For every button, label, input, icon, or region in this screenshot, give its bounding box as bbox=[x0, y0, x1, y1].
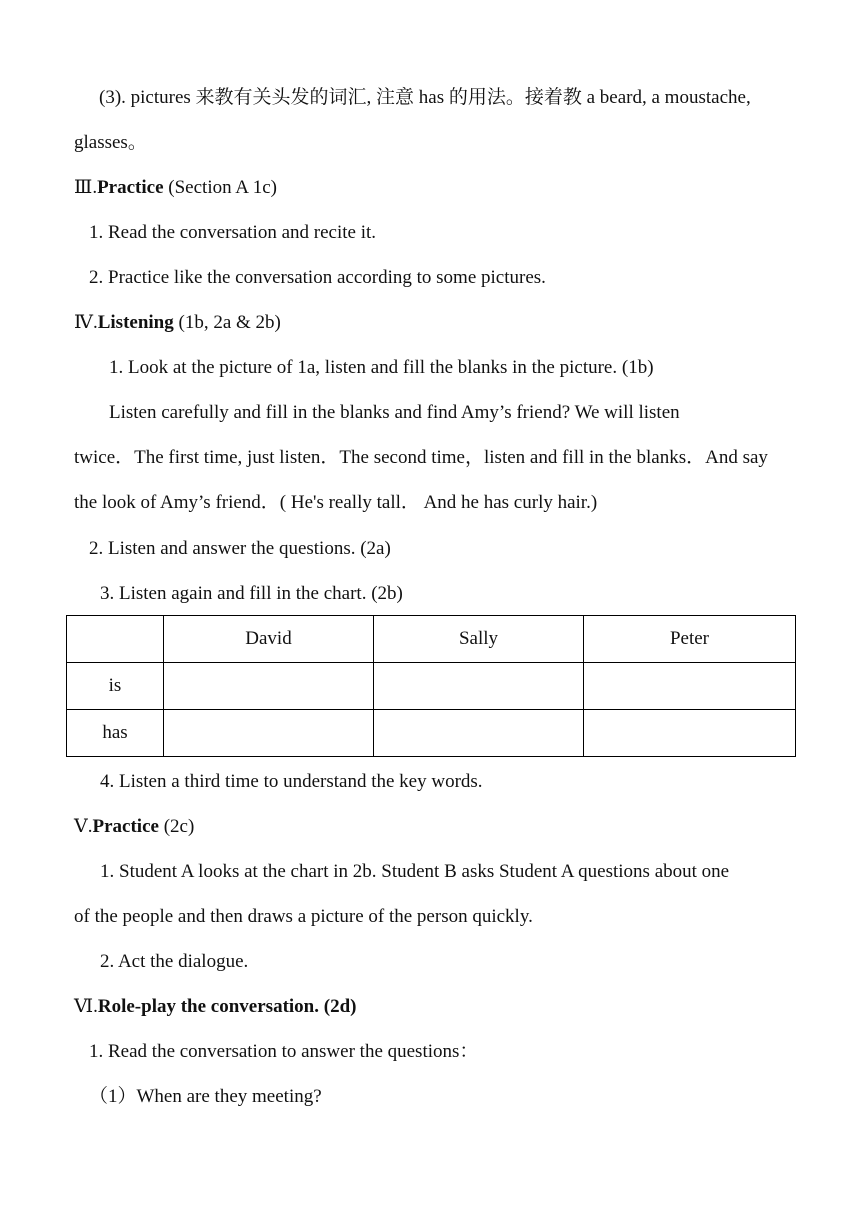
section-subtitle: (2c) bbox=[158, 816, 195, 837]
listening-item-1: 1. Look at the picture of 1a, listen and fill the blanks in the picture. (1b) bbox=[109, 357, 654, 378]
table-header-cell bbox=[67, 616, 164, 663]
practice2-item-2: 2. Act the dialogue. bbox=[100, 951, 249, 972]
listening-item-2: 2. Listen and answer the questions. (2a) bbox=[89, 538, 391, 559]
table-row bbox=[67, 710, 796, 757]
line-glasses: glasses。 bbox=[74, 132, 147, 153]
practice2-heading bbox=[74, 815, 194, 839]
listening-item-4: 4. Listen a third time to understand the key words. bbox=[100, 771, 483, 792]
roleplay-heading bbox=[74, 995, 356, 1019]
table-header-cell: Sally bbox=[374, 616, 584, 663]
line-pictures-note: (3). pictures 来教有关头发的词汇, 注意 has 的用法。接着教 a beard, a moustache, bbox=[99, 87, 751, 108]
table-cell bbox=[164, 663, 374, 710]
table-cell bbox=[374, 710, 584, 757]
section-number: Ⅴ. bbox=[74, 816, 93, 837]
table-row-label: is bbox=[67, 663, 164, 710]
section-title: Practice bbox=[97, 177, 164, 198]
listening-text-3: the look of Amy’s friend．( He's really tall． And he has curly hair.) bbox=[74, 492, 598, 513]
practice-item-2: 2. Practice like the conversation according to some pictures. bbox=[89, 267, 546, 288]
listening-text-1: Listen carefully and fill in the blanks and find Amy’s friend? We will listen bbox=[109, 402, 680, 423]
roleplay-item-1: 1. Read the conversation to answer the questions： bbox=[89, 1041, 479, 1062]
table-cell bbox=[584, 710, 796, 757]
practice-heading bbox=[74, 176, 277, 200]
section-subtitle: (Section A 1c) bbox=[163, 177, 277, 198]
section-subtitle: (1b, 2a & 2b) bbox=[173, 312, 281, 333]
practice2-text: of the people and then draws a picture of the person quickly. bbox=[74, 906, 533, 927]
table-row-label: has bbox=[67, 710, 164, 757]
practice-item-1: 1. Read the conversation and recite it. bbox=[89, 222, 377, 243]
practice2-item-1: 1. Student A looks at the chart in 2b. Student B asks Student A questions about one bbox=[100, 861, 730, 882]
table-header-cell: David bbox=[164, 616, 374, 663]
roleplay-question-1: （1）When are they meeting? bbox=[89, 1086, 322, 1107]
section-title: Practice bbox=[92, 816, 159, 837]
fill-in-chart bbox=[66, 615, 796, 757]
section-title: Role-play the conversation. (2d) bbox=[97, 996, 357, 1017]
table-cell bbox=[584, 663, 796, 710]
table-row bbox=[67, 663, 796, 710]
listening-item-3: 3. Listen again and fill in the chart. (2b) bbox=[100, 583, 403, 604]
table-cell bbox=[374, 663, 584, 710]
listening-text-2: twice．The first time, just listen．The second time，listen and fill in the blanks．And say bbox=[74, 447, 768, 468]
listening-heading bbox=[74, 311, 281, 335]
section-number: Ⅲ. bbox=[74, 177, 98, 198]
section-number: Ⅵ. bbox=[74, 996, 98, 1017]
section-title: Listening bbox=[97, 312, 174, 333]
table-cell bbox=[164, 710, 374, 757]
section-number: Ⅳ. bbox=[74, 312, 98, 333]
table-header-row bbox=[67, 616, 796, 663]
table-header-cell: Peter bbox=[584, 616, 796, 663]
